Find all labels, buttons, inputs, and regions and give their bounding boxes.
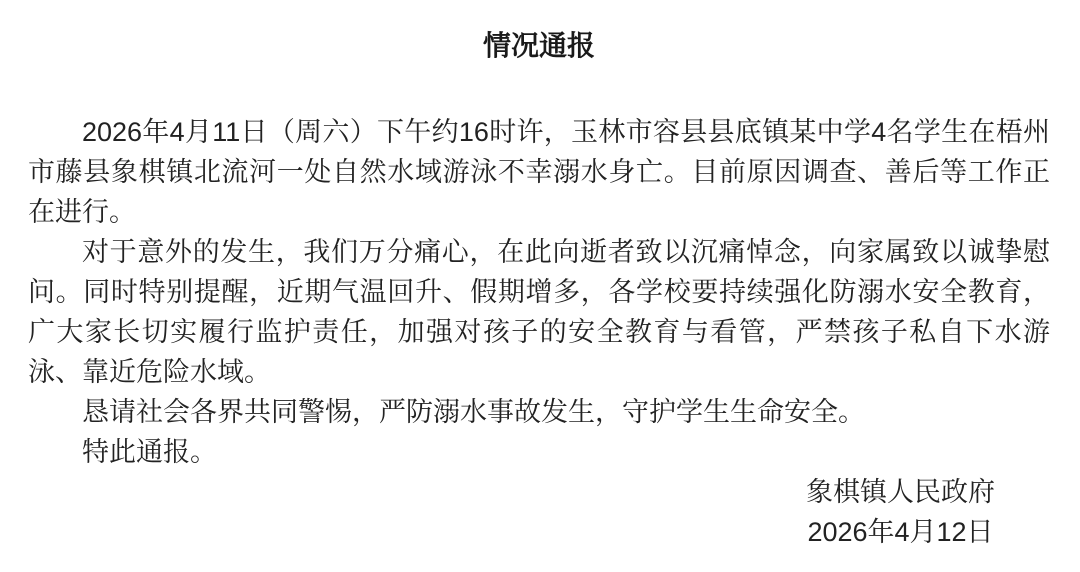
signature-inner xyxy=(806,472,995,552)
notice-paragraph-incident: 2026年4月11日（周六）下午约16时许，玉林市容县县底镇某中学4名学生在梧州市藤县象棋镇北流河一处自然水域游泳不幸溺水身亡。目前原因调查、善后等工作正在进行。 xyxy=(28,117,1050,227)
signature-block xyxy=(28,472,1050,552)
notice-paragraph-closing: 特此通报。 xyxy=(82,437,217,467)
notice-paragraph-appeal: 恳请社会各界共同警惕，严防溺水事故发生，守护学生生命安全。 xyxy=(82,397,865,427)
issue-date: 2026年4月12日 xyxy=(807,517,994,547)
notice-title: 情况通报 xyxy=(482,30,595,61)
issuing-authority: 象棋镇人民政府 xyxy=(806,477,995,507)
notice-body xyxy=(28,112,1050,472)
notice-paragraph-condolence-reminder: 对于意外的发生，我们万分痛心，在此向逝者致以沉痛悼念，向家属致以诚挚慰问。同时特别提醒，近期气温回升、假期增多，各学校要持续强化防溺水安全教育，广大家长切实履行监护责任，加强对孩子的安全教育与看管，严禁孩子私自下水游泳、靠近危险水域。 xyxy=(28,237,1050,387)
